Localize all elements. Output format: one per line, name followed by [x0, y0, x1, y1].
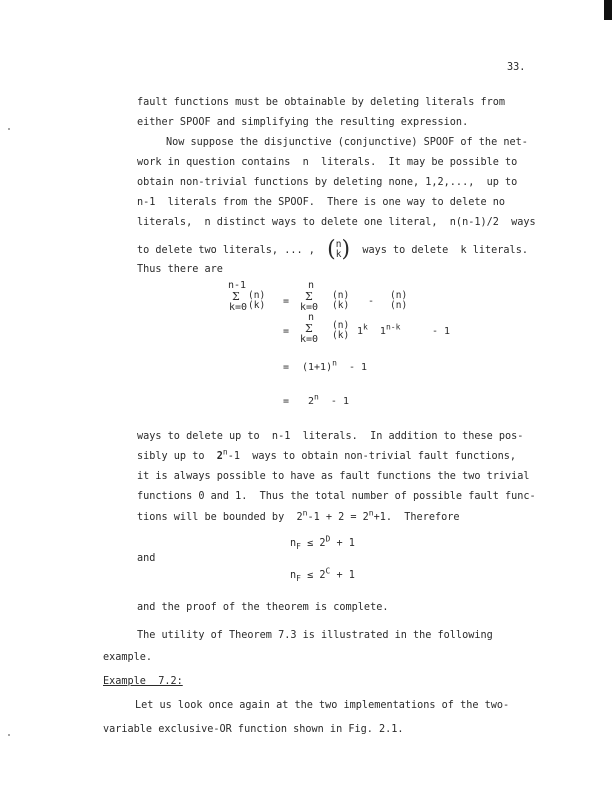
binomial: (n) (k)	[248, 290, 266, 311]
text-fragment: to delete two literals, ... ,	[137, 245, 315, 256]
sum-lower-limit: k=0	[229, 302, 248, 313]
sigma-symbol: Σ	[232, 290, 240, 303]
text-line: work in question contains n literals. It may be possible to	[137, 157, 518, 168]
and-word: and	[137, 553, 156, 564]
text-line: functions 0 and 1. Thus the total number of possible fault func-	[137, 491, 536, 502]
sum-lower-limit: k=0	[300, 334, 319, 345]
sum-lower-limit: k=0	[300, 302, 319, 313]
binom-paren-left: (	[327, 237, 336, 262]
text-line: n-1 literals from the SPOOF. There is one way to delete no	[137, 197, 506, 208]
inequality-c: $n_F \le 2^C + 1$	[290, 566, 355, 584]
binom-bottom: k	[335, 249, 342, 260]
text-fragment: ways to delete k literals.	[362, 245, 528, 256]
text-line: tions will be bounded by $2^n-1 + 2 = 2^n+1$. Therefore	[137, 508, 460, 523]
expression: 2$^n$ - 1	[308, 392, 349, 407]
sum-upper-limit: n-1	[228, 280, 247, 291]
minus-sign: -	[368, 296, 375, 307]
binom-term	[332, 291, 349, 311]
text-line: literals, n distinct ways to delete one literal, n(n-1)/2 ways	[137, 217, 536, 228]
text-line	[137, 237, 528, 262]
equals-sign: =	[283, 326, 290, 337]
text-line: Let us look once again at the two implementations of the two-	[135, 700, 510, 711]
scan-speck	[8, 128, 10, 130]
text-line: Thus there are	[137, 264, 223, 275]
power-term: 1$^k$ 1$^{n-k}$	[357, 322, 401, 337]
equals-sign: =	[283, 296, 290, 307]
text-line: fault functions must be obtainable by deleting literals from	[137, 97, 506, 108]
equals-sign: =	[283, 396, 290, 407]
page-corner-mark	[604, 0, 612, 20]
expression: $(1+1)^n - 1$	[302, 358, 368, 373]
text-line: ways to delete up to n-1 literals. In addition to these pos-	[137, 431, 524, 442]
text-line: either SPOOF and simplifying the resulting expression.	[137, 117, 469, 128]
binomial: (n) (k)	[332, 320, 350, 341]
binom-top: n	[335, 239, 342, 250]
page-number: 33.	[507, 62, 526, 73]
scan-speck	[8, 734, 10, 736]
text-line: sibly up to 2$^n$-1 ways to obtain non-trivial fault functions,	[137, 447, 516, 462]
binomial: (n) (k)	[332, 290, 350, 311]
sum-upper-limit: n	[308, 312, 315, 323]
sigma-symbol: Σ	[305, 290, 313, 303]
text-line: Now suppose the disjunctive (conjunctive) SPOOF of the net-	[166, 137, 528, 148]
text-line: and the proof of the theorem is complete.	[137, 602, 389, 613]
minus-one: - 1	[432, 326, 451, 337]
inequality-d: $n_F \le 2^D + 1$	[290, 534, 355, 552]
text-line: it is always possible to have as fault functions the two trivial	[137, 471, 530, 482]
binom-term	[248, 291, 265, 311]
example-heading: Example 7.2:	[103, 676, 183, 687]
text-line: example.	[103, 652, 153, 663]
sum-upper-limit: n	[308, 280, 315, 291]
equals-sign: =	[283, 362, 290, 373]
text-line: The utility of Theorem 7.3 is illustrated in the following	[137, 630, 493, 641]
binomial: (n) (n)	[390, 290, 408, 311]
binom-paren-right: )	[341, 237, 351, 262]
text-line: obtain non-trivial functions by deleting none, 1,2,..., up to	[137, 177, 518, 188]
binom-term	[332, 321, 349, 341]
sigma-symbol: Σ	[305, 322, 313, 335]
text-line: variable exclusive-OR function shown in Fig. 2.1.	[103, 724, 404, 735]
binom-term	[390, 291, 407, 311]
